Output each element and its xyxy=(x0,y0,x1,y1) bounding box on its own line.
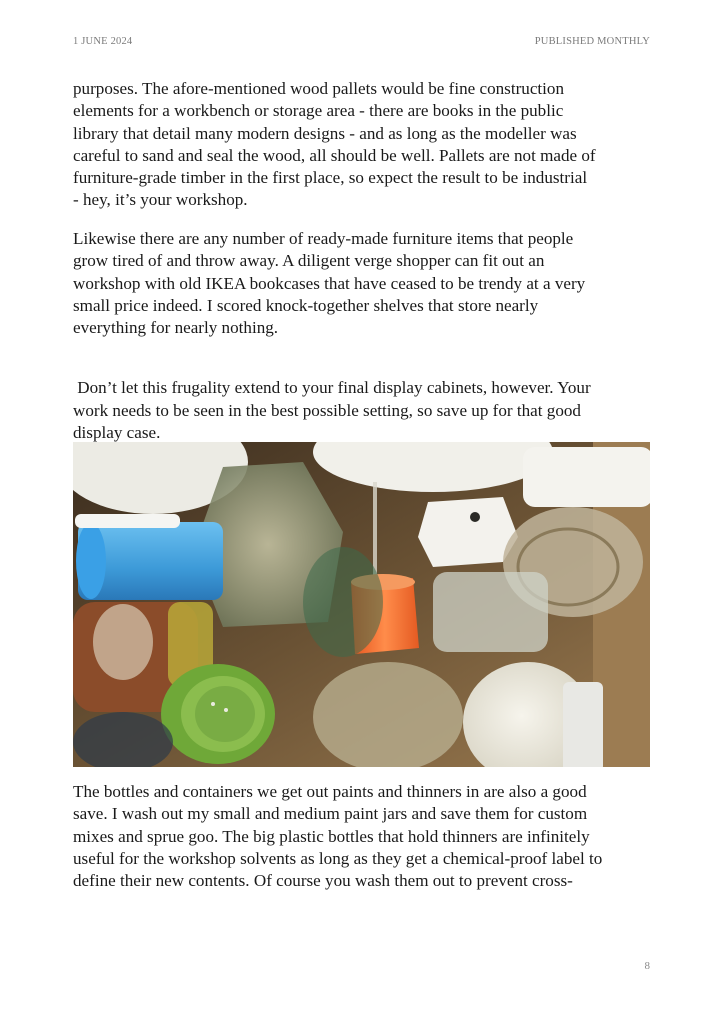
rust-jar-residue xyxy=(93,604,153,680)
text-line: useful for the workshop solvents as long as they get a chemical-proof label to xyxy=(73,848,603,868)
text-line: work needs to be seen in the best possible setting, so save up for that good xyxy=(73,400,581,420)
text-line: grow tired of and throw away. A diligent verge shopper can fit out an xyxy=(73,251,545,271)
blue-cap-opening xyxy=(76,523,106,599)
text-line: Likewise there are any number of ready-made furniture items that people xyxy=(73,229,574,248)
text-line: Don’t let this frugality extend to your final display cabinets, however. Your xyxy=(73,378,591,398)
text-line: The bottles and containers we get out paints and thinners in are also a good xyxy=(73,782,587,801)
spray-nozzle xyxy=(418,497,518,567)
text-line: small price indeed. I scored knock-together shelves that store nearly xyxy=(73,295,539,315)
nozzle-hole xyxy=(470,512,480,522)
paragraph-pallets xyxy=(73,78,653,212)
text-line: workshop with old IKEA bookcases that have ceased to be trendy at a very xyxy=(73,273,586,293)
page-number: 8 xyxy=(644,960,650,972)
white-ring xyxy=(75,514,180,528)
photo-bottles-and-containers xyxy=(73,442,650,767)
paragraph-bottles xyxy=(73,781,653,892)
photo-illustration xyxy=(73,442,650,767)
glass-bottle-green xyxy=(303,547,383,657)
text-line: display case. xyxy=(73,422,161,442)
text-line: everything for nearly nothing. xyxy=(73,318,279,338)
text-line: elements for a workbench or storage area - there are books in the public xyxy=(73,101,564,121)
text-line: define their new contents. Of course you wash them out to prevent cross- xyxy=(73,871,573,891)
glass-jar-threaded xyxy=(433,572,548,652)
white-cap-top-right xyxy=(523,447,650,507)
paragraph-display-cabinets xyxy=(73,355,653,444)
text-line: save. I wash out my small and medium paint jars and save them for custom xyxy=(73,804,588,824)
green-cap-hole xyxy=(224,708,228,712)
glass-jar-bottom-center xyxy=(313,662,463,767)
text-line: library that detail many modern designs - and as long as the modeller was xyxy=(73,123,577,143)
white-ribbed-cap xyxy=(563,682,603,767)
publication-frequency: PUBLISHED MONTHLY xyxy=(534,36,650,47)
paragraph-furniture xyxy=(73,228,653,339)
text-line: mixes and sprue goo. The big plastic bottles that hold thinners are infinitely xyxy=(73,826,590,846)
text-line: - hey, it’s your workshop. xyxy=(73,190,248,210)
text-line: purposes. The afore-mentioned wood pallets would be fine construction xyxy=(73,79,565,98)
issue-date: 1 JUNE 2024 xyxy=(73,36,133,47)
green-cap-center xyxy=(195,686,255,742)
text-line: furniture-grade timber in the first place, so expect the result to be industrial xyxy=(73,168,588,188)
green-cap-hole xyxy=(211,702,215,706)
text-line: careful to sand and seal the wood, all should be well. Pallets are not made of xyxy=(73,145,596,165)
page-header xyxy=(73,36,650,50)
